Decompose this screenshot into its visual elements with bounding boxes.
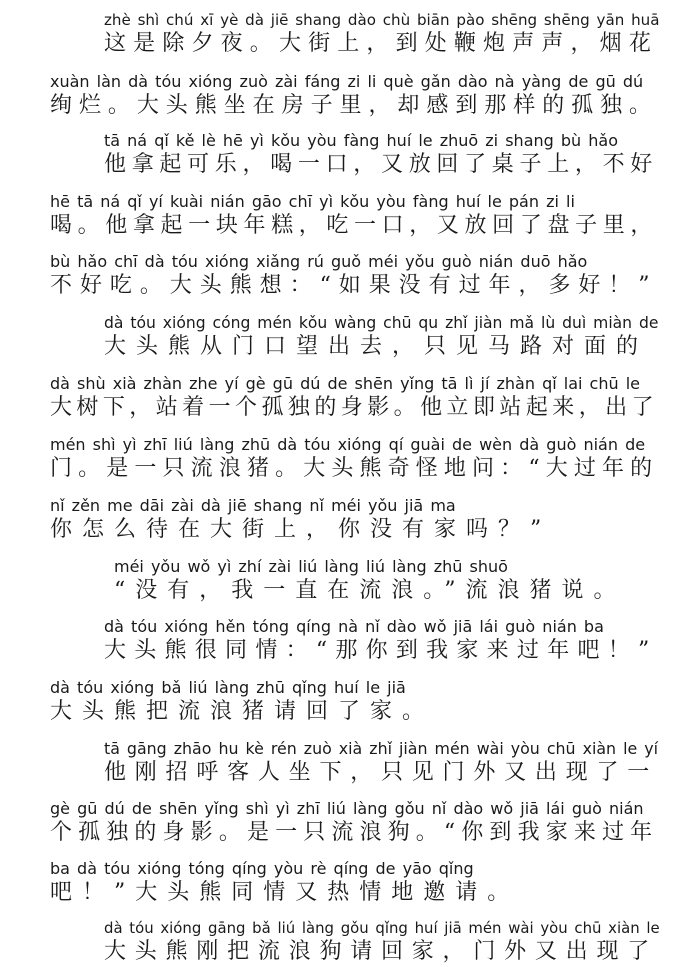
hanzi-row: 他刚招呼客人坐下，只见门外又出现了一: [104, 760, 659, 785]
hanzi-row: 这是除夕夜。大街上，到处鞭炮声声，烟花: [104, 31, 659, 56]
hanzi-row: 大头熊从门口望出去，只见马路对面的: [104, 334, 649, 359]
text-line-8: [50, 435, 658, 482]
text-line-3: [104, 131, 658, 178]
pinyin-row: dà tóu xióng cóng mén kǒu wàng chū qu zhǐ jiàn mǎ lù duì miàn de: [104, 314, 659, 332]
text-line-6: [104, 313, 658, 360]
text-line-9: [50, 496, 658, 543]
pinyin-row: nǐ zěn me dāi zài dà jiē shang nǐ méi yǒu jiā ma: [50, 496, 456, 515]
hanzi-row: 大头熊刚把流浪狗请回家，门外又出现了: [104, 939, 659, 964]
hanzi-row: 大头熊很同情：“那你到我家来过年吧！”: [104, 638, 658, 663]
text-line-13: [104, 739, 658, 786]
text-line-10: [114, 557, 668, 604]
text-line-12: [50, 678, 658, 725]
text-line-16: [104, 918, 658, 965]
hanzi-row: “没有，我一直在流浪。”流浪猪说。: [114, 578, 626, 603]
hanzi-row: 大头熊把流浪猪请回了家。: [50, 699, 435, 724]
hanzi-row: 你怎么待在大街上，你没有家吗？”: [50, 517, 552, 542]
pinyin-row: ba dà tóu xióng tóng qíng yòu rè qíng de yāo qǐng: [50, 859, 474, 878]
pinyin-row: gè gū dú de shēn yǐng shì yì zhī liú làng gǒu nǐ dào wǒ jiā lái guò nián: [50, 799, 644, 818]
hanzi-row: 绚烂。大头熊坐在房子里，却感到那样的孤独。: [50, 93, 659, 118]
hanzi-row: 喝。他拿起一块年糕，吃一口，又放回了盘子里，: [50, 213, 659, 238]
pinyin-row: dà tóu xióng bǎ liú làng zhū qǐng huí le jiā: [50, 678, 406, 697]
text-line-11: [104, 617, 658, 664]
hanzi-row: 大树下，站着一个孤独的身影。他立即站起来，出了: [50, 395, 659, 420]
pinyin-row: mén shì yì zhī liú làng zhū dà tóu xióng qí guài de wèn dà guò nián de: [50, 435, 646, 454]
pinyin-row: bù hǎo chī dà tóu xióng xiǎng rú guǒ méi yǒu guò nián duō hǎo: [50, 252, 588, 271]
text-line-7: [50, 374, 658, 421]
text-line-1: [104, 10, 658, 57]
pinyin-row: dà tóu xióng hěn tóng qíng nà nǐ dào wǒ jiā lái guò nián ba: [104, 617, 604, 636]
pinyin-row: hē tā ná qǐ yí kuài nián gāo chī yì kǒu yòu fàng huí le pán zi li: [50, 192, 575, 211]
hanzi-row: 他拿起可乐，喝一口，又放回了桌子上，不好: [104, 152, 659, 177]
hanzi-row: 不好吃。大头熊想：“如果没有过年，多好！”: [50, 273, 658, 298]
pinyin-row: zhè shì chú xī yè dà jiē shang dào chù biān pào shēng shēng yān huā: [104, 11, 660, 29]
hanzi-row: 门。是一只流浪猪。大头熊奇怪地问：“大过年的: [50, 456, 659, 481]
hanzi-row: 吧！”大头熊同情又热情地邀请。: [50, 880, 520, 905]
pinyin-row: dà shù xià zhàn zhe yí gè gū dú de shēn yǐng tā lì jí zhàn qǐ lai chū le: [50, 374, 640, 393]
pinyin-row: tā ná qǐ kě lè hē yì kǒu yòu fàng huí le zhuō zi shang bù hǎo: [104, 131, 618, 150]
text-line-5: [50, 252, 658, 299]
pinyin-row: xuàn làn dà tóu xióng zuò zài fáng zi li què gǎn dào nà yàng de gū dú: [50, 72, 644, 91]
hanzi-row: 个孤独的身影。是一只流浪狗。“你到我家来过年: [50, 820, 659, 845]
pinyin-row: méi yǒu wǒ yì zhí zài liú làng liú làng zhū shuō: [114, 557, 508, 576]
pinyin-row: tā gāng zhāo hu kè rén zuò xià zhǐ jiàn mén wài yòu chū xiàn le yí: [104, 739, 658, 758]
text-line-15: [50, 859, 658, 906]
text-line-4: [50, 192, 658, 239]
text-line-14: [50, 799, 658, 846]
pinyin-row: dà tóu xióng gāng bǎ liú làng gǒu qǐng huí jiā mén wài yòu chū xiàn le: [104, 919, 660, 937]
text-line-2: [50, 72, 658, 119]
